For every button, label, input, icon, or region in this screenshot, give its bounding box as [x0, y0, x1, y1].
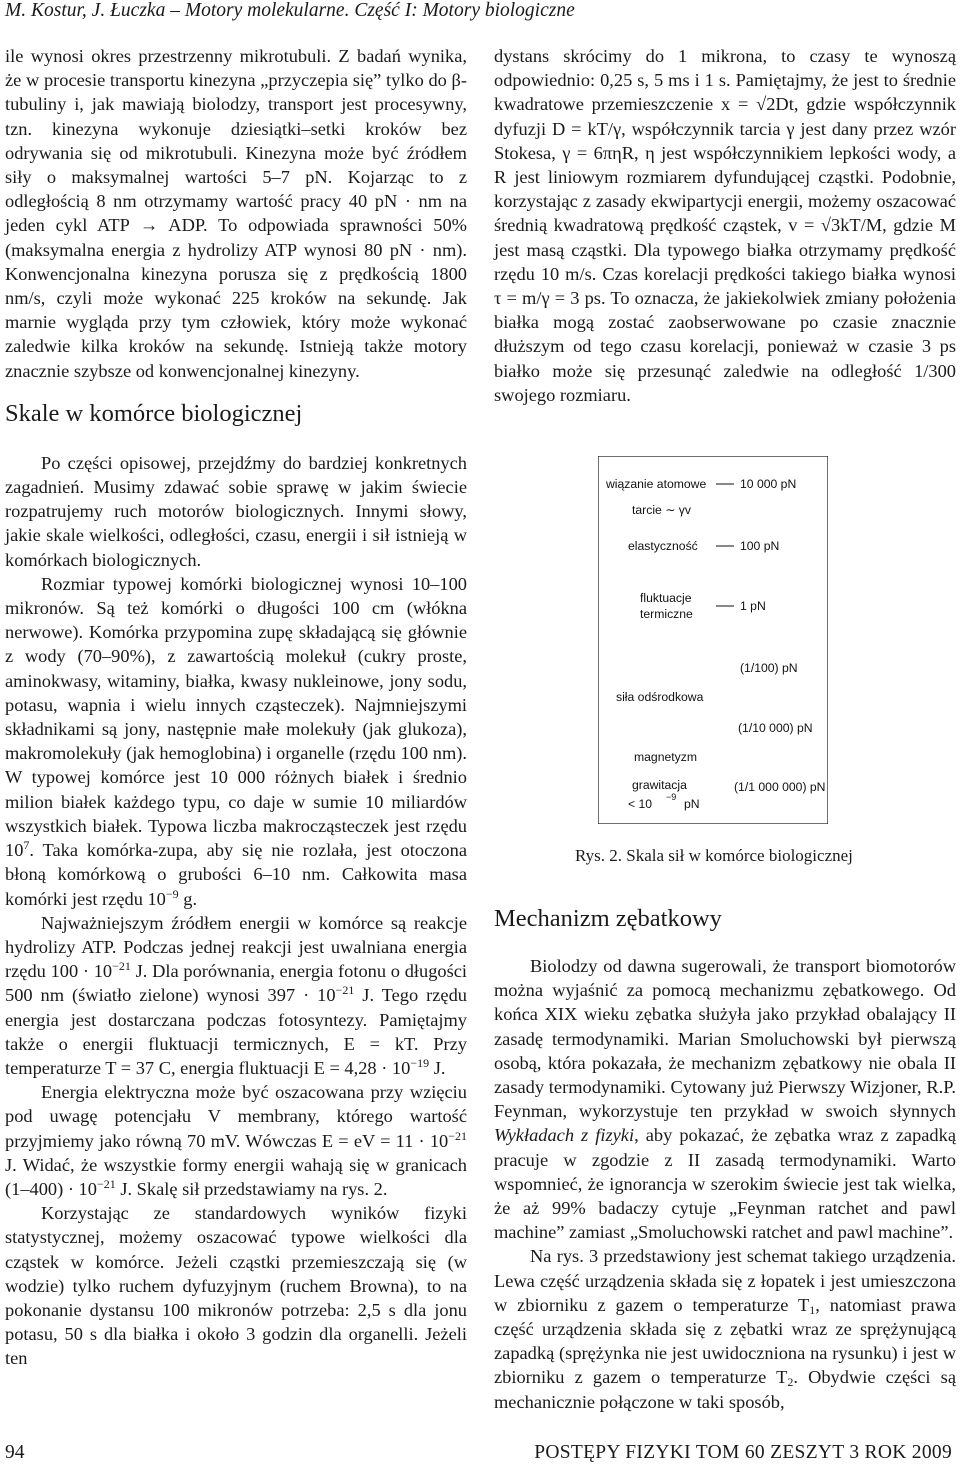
paragraph: Na rys. 3 przedstawiony jest schemat takiego urządzenia. Lewa część urządzenia składa się z łopatek i jest umieszczona w zbiorniku z gazem o temperaturze $T_1$, natomiast prawa część urządzenia składa się z zębatki wraz ze sprężynującą zapadką (sprężynka nie jest uwidoczniona na rysunku) i jest w zbiorniku z gazem o temperaturze $T_2$. Obydwie części są mechanicznie połączone w taki sposób, [494, 1246, 956, 1412]
right-column [494, 44, 956, 407]
paragraph: Korzystając ze standardowych wyników fizyki statystycznej, możemy oszacować typowe wielkości dla cząstek w komórce. Jeżeli cząstki przemieszczają się (w wodzie) tylko ruchem dyfuzyjnym (ruchem Browna), to na pokonanie dystansu 100 mikronów potrzeba: 2,5 s dla jonu potasu, 50 s dla białka i około 3 godzin dla organelli. Jeżeli ten [5, 1203, 467, 1369]
paragraph: Rozmiar typowej komórki biologicznej wynosi 10–100 mikronów. Są też komórki o długości 100 cm (włókna nerwowe). Komórka przypomina zupę składającą się głównie z wody (70–90%), z zawartością molekuł (cukry proste, aminokwasy, witaminy, białka, kwasy nukleinowe, jony sodu, potasu, wapnia i wielu innych cząsteczek). Najmniejszymi składnikami są jony, następnie małe molekuły (jak glukoza), makromolekuły (jak hemoglobina) i organelle (rzędu 100 nm). W typowej komórce jest 10 000 różnych białek i średnio milion białek każdego typu, co daje w sumie 10 miliardów wszystkich białek. Typowa liczba makrocząsteczek jest rzędu $10^7$. Taka komórka-zupa, aby się nie rozlała, jest otoczona błoną komórkową o grubości 6–10 nm. Całkowita masa komórki jest rzędu $10^{-9}$ g. [5, 573, 467, 909]
page-number: 94 [5, 1442, 25, 1463]
label-friction: tarcie ∼ γv [632, 503, 691, 517]
scale-1-1000000: (1/1 000 000) pN [734, 780, 826, 794]
label-magnetism: magnetyzm [634, 750, 697, 764]
force-scale-figure [598, 456, 828, 824]
section-title-scales: Skale w komórce biologicznej [5, 399, 303, 427]
paragraph: Najważniejszym źródłem energii w komórce są reakcje hydrolizy ATP. Podczas jednej reakcji jest uwalniana energia rzędu $100 \cdot 10^{-21}$ J. Dla porównania, energia fotonu o długości 500 nm (światło zielone) wynosi $397 \cdot 10^{-21}$ J. Tego rzędu energia jest dostarczana podczas fotosyntezy. Pamiętajmy także o energii fluktuacji termicznych, E = kT. Przy temperaturze T = 37 C, energia fluktuacji $E = 4,28 \cdot 10^{-19}$ J. [5, 912, 468, 1078]
label-gravity-unit: pN [684, 797, 700, 811]
label-gravity-exponent: −9 [666, 792, 677, 802]
scale-1-100: (1/100) pN [740, 661, 798, 675]
scale-10000: 10 000 pN [740, 477, 797, 491]
paragraph: Energia elektryczna może być oszacowana przy wzięciu pod uwagę potencjału V membrany, którego wartość przyjmiemy jako równą 70 mV. Wówczas E = eV = $11 \cdot 10^{-21}$ J. Widać, że wszystkie formy energii wahają się w granicach $(1-400) \cdot 10^{-21}$ J. Skalę sił przedstawiamy na rys. 2. [5, 1082, 467, 1199]
label-atomic-bond: wiązanie atomowe [606, 477, 707, 491]
label-gravity: grawitacja [632, 778, 687, 792]
journal-footer: POSTĘPY FIZYKI TOM 60 ZESZYT 3 ROK 2009 [534, 1442, 952, 1463]
label-centrifugal: siła odśrodkowa [616, 690, 704, 704]
scale-1: 1 pN [740, 599, 766, 613]
paragraph: Biolodzy od dawna sugerowali, że transport biomotorów można wyjaśnić za pomocą mechanizmu zębatkowego. Od końca XIX wieku zębatka służyła jako przykład obalający II zasadę termodynamiki. Marian Smoluchowski był pierwszą osobą, która pokazała, że mechanizm zębatkowy nie obala II zasady termodynamiki. Cytowany już Pierwszy Wizjoner, R.P. Feynman, wykorzystuje ten przykład w swoich słynnych Wykładach z fizyki, aby pokazać, że zębatka wraz z zapadką pracuje w zgodzie z II zasadą termodynamiki. Warto wspomnieć, że ignorancja w szerokim świecie jest tak wielka, że aż 99% badaczy cytuje „Feynman ratchet and pawl machine” zamiast „Smoluchowski ratchet and pawl machine”. [494, 956, 956, 1243]
paragraph: ile wynosi okres przestrzenny mikrotubuli. Z badań wynika, że w procesie transportu kinezyna „przyczepia się” tylko do β-tubuliny i, jak mawiają biolodzy, transport jest procesywny, tzn. kinezyna wykonuje dziesiątki–setki kroków bez odrywania się od mikrotubuli. Kinezyna może być źródłem siły o maksymalnej wartości 5–7 pN. Kojarząc to z odległością 8 nm otrzymamy wartość pracy 40 pN · nm na jeden cykl ATP → ADP. To odpowiada sprawności 50% (maksymalna energia z hydrolizy ATP wynosi 80 pN · nm). Konwencjonalna kinezyna porusza się z prędkością 1800 nm/s, czyli może wykonać 225 kroków na sekundę. Jak marnie wygląda przy tym człowiek, który może wykonać zaledwie kilka kroków na sekundę. Istnieją także motory znacznie szybsze od konwencjonalnej kinezyny. [5, 46, 467, 381]
force-scale-diagram [598, 456, 828, 824]
paragraph: dystans skrócimy do 1 mikrona, to czasy te wynoszą odpowiednio: 0,25 s, 5 ms i 1 s. Pamiętajmy, że jest to średnie kwadratowe przemieszczenie x = √2Dt, gdzie współczynnik dyfuzji D = kT/γ, współczynnik tarcia γ jest dany przez wzór Stokesa, γ = 6πηR, η jest współczynnikiem lepkości wody, a R jest liniowym rozmiarem dyfundującej cząstki. Podobnie, korzystając z zasady ekwipartycji energii, możemy oszacować średnią kwadratową prędkość cząstek, v = √3kT/M, gdzie M jest masą cząstki. Dla typowego białka otrzymamy prędkość rzędu 10 m/s. Czas korelacji prędkości takiego białka wynosi τ = m/γ = 3 ps. To oznacza, że jakiekolwiek zmiany położenia białka mogą zostać zaobserwowane po czasie znacznie dłuższym od tego czasu korelacji, ponieważ w czasie 3 ps białko może się przesunąć zaledwie na odległość 1/300 swojego rozmiaru. [494, 46, 956, 405]
scale-1-10000: (1/10 000) pN [738, 721, 813, 735]
section-title-ratchet: Mechanizm zębatkowy [494, 905, 722, 932]
left-column [5, 44, 467, 1371]
figure-caption: Rys. 2. Skala sił w komórce biologicznej [575, 846, 853, 865]
running-header: M. Kostur, J. Łuczka – Motory molekularne. Część I: Motory biologiczne [5, 0, 575, 21]
label-thermal-2: termiczne [640, 607, 693, 621]
right-column-lower [494, 904, 956, 1414]
label-gravity-value: < 10 [628, 797, 653, 811]
scale-100: 100 pN [740, 539, 780, 553]
label-elasticity: elastyczność [628, 539, 698, 553]
paragraph: Po części opisowej, przejdźmy do bardziej konkretnych zagadnień. Musimy zdawać sobie sprawę w jakim świecie rozpatrujemy ruch motorów biologicznych. Innymi słowy, jakie skale wielkości, odległości, czasu, energii i sił istnieją w komórkach biologicznych. [5, 452, 467, 570]
label-thermal-1: fluktuacje [640, 591, 692, 605]
